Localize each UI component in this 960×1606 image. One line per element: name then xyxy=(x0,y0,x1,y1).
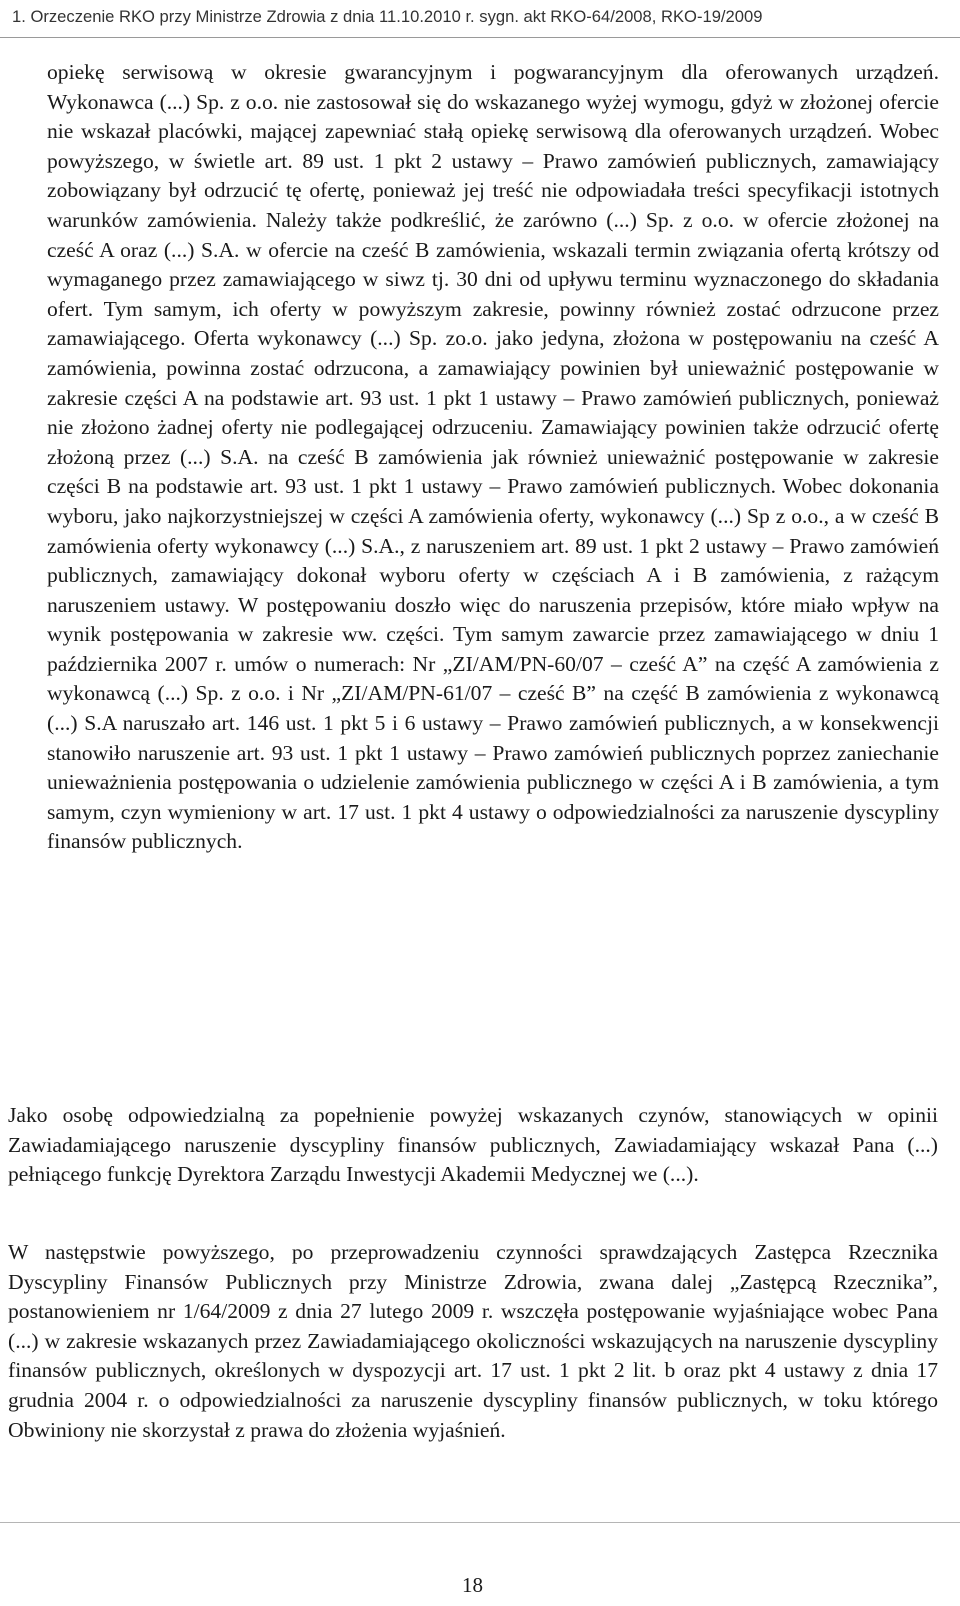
footer-divider xyxy=(0,1522,960,1523)
responsible-person-paragraph: Jako osobę odpowiedzialną za popełnienie powyżej wskazanych czynów, stanowiących w opinii Zawiadamiającego naruszenie dyscypliny finansów publicznych, Zawiadamiający wskazał Pana (...) pełniącego funkcję Dyrektora Zarządu Inwestycji Akademii Medycznej we (...). xyxy=(8,1103,938,1187)
proceedings-paragraph: W następstwie powyższego, po przeprowadzeniu czynności sprawdzających Zastępca Rzecznika Dyscypliny Finansów Publicznych przy Ministrze Zdrowia, zwana dalej „Zastępcą Rzecznika”, postanowieniem nr 1/64/2009 z dnia 27 lutego 2009 r. wszczęła postępowanie wyjaśniające wobec Pana (...) w zakresie wskazanych przez Zawiadamiającego okoliczności wskazujących na naruszenie dyscypliny finansów publicznych, określonych w dyspozycji art. 17 ust. 1 pkt 2 lit. b oraz pkt 4 ustawy z dnia 17 grudnia 2004 r. o odpowiedzialności za naruszenie dyscypliny finansów publicznych, w toku którego Obwiniony nie skorzystał z prawa do złożenia wyjaśnień. xyxy=(8,1240,938,1442)
page-number: 18 xyxy=(462,1573,483,1597)
quoted-paragraph: opiekę serwisową w okresie gwarancyjnym i pogwarancyjnym dla oferowanych urządzeń. Wykonawca (...) Sp. z o.o. nie zastosował się do wskazanego wyżej wymogu, gdyż w złożonej ofercie nie wskazał placówki, mającej zapewniać stałą opiekę serwisową dla oferowanych urządzeń. Wobec powyższego, w świetle art. 89 ust. 1 pkt 2 ustawy – Prawo zamówień publicznych, zamawiający zobowiązany był odrzucić tę ofertę, ponieważ jej treść nie odpowiadała treści specyfikacji istotnych warunków zamówienia. Należy także podkreślić, że zarówno (...) Sp. z o.o. w ofercie złożonej na cześć A oraz (...) S.A. w ofercie na cześć B zamówienia, wskazali termin związania ofertą krótszy od wymaganego przez zamawiającego w siwz tj. 30 dni od upływu terminu wyznaczonego do składania ofert. Tym samym, ich oferty w powyższym zakresie, powinny również zostać odrzucone przez zamawiającego. Oferta wykonawcy (...) Sp. zo.o. jako jedyna, złożona w postępowaniu na cześć A zamówienia, powinna zostać odrzucona, a zamawiający powinien był unieważnić postępowanie w zakresie części A na podstawie art. 93 ust. 1 pkt 1 ustawy – Prawo zamówień publicznych, ponieważ nie złożono żadnej oferty nie podlegającej odrzuceniu. Zamawiający powinien także odrzucić ofertę złożoną przez (...) S.A. na cześć B zamówienia jak również unieważnić postępowanie w zakresie części B na podstawie art. 93 ust. 1 pkt 1 ustawy – Prawo zamówień publicznych. Wobec dokonania wyboru, jako najkorzystniejszej w części A zamówienia oferty, wykonawcy (...) Sp z o.o., a w cześć B zamówienia oferty wykonawcy (...) S.A., z naruszeniem art. 89 ust. 1 pkt 2 ustawy – Prawo zamówień publicznych, zamawiający dokonał wyboru oferty w częściach A i B zamówienia, z rażącym naruszeniem ustawy. W postępowaniu doszło więc do naruszenia przepisów, które miało wpływ na wynik postępowania w zakresie ww. części. Tym samym zawarcie przez zamawiającego w dniu 1 października 2007 r. umów o numerach: Nr „ZI/AM/PN-60/07 – cześć A” na część A zamówienia z wykonawcą (...) Sp. z o.o. i Nr „ZI/AM/PN-61/07 – cześć B” na część B zamówienia z wykonawcą (...) S.A naruszało art. 146 ust. 1 pkt 5 i 6 ustawy – Prawo zamówień publicznych, a w konsekwencji stanowiło naruszenie art. 93 ust. 1 pkt 1 ustawy – Prawo zamówień publicznych poprzez zaniechanie unieważnienia postępowania o udzielenie zamówienia publicznego w części A i B zamówienia, a tym samym, czyn wymieniony w art. 17 ust. 1 pkt 4 ustawy o odpowiedzialności za naruszenie dyscypliny finansów publicznych. xyxy=(47,60,939,854)
running-header: 1. Orzeczenie RKO przy Ministrze Zdrowia z dnia 11.10.2010 r. sygn. akt RKO-64/2008, RKO-19/2009 xyxy=(12,7,763,26)
header-divider xyxy=(0,37,960,38)
